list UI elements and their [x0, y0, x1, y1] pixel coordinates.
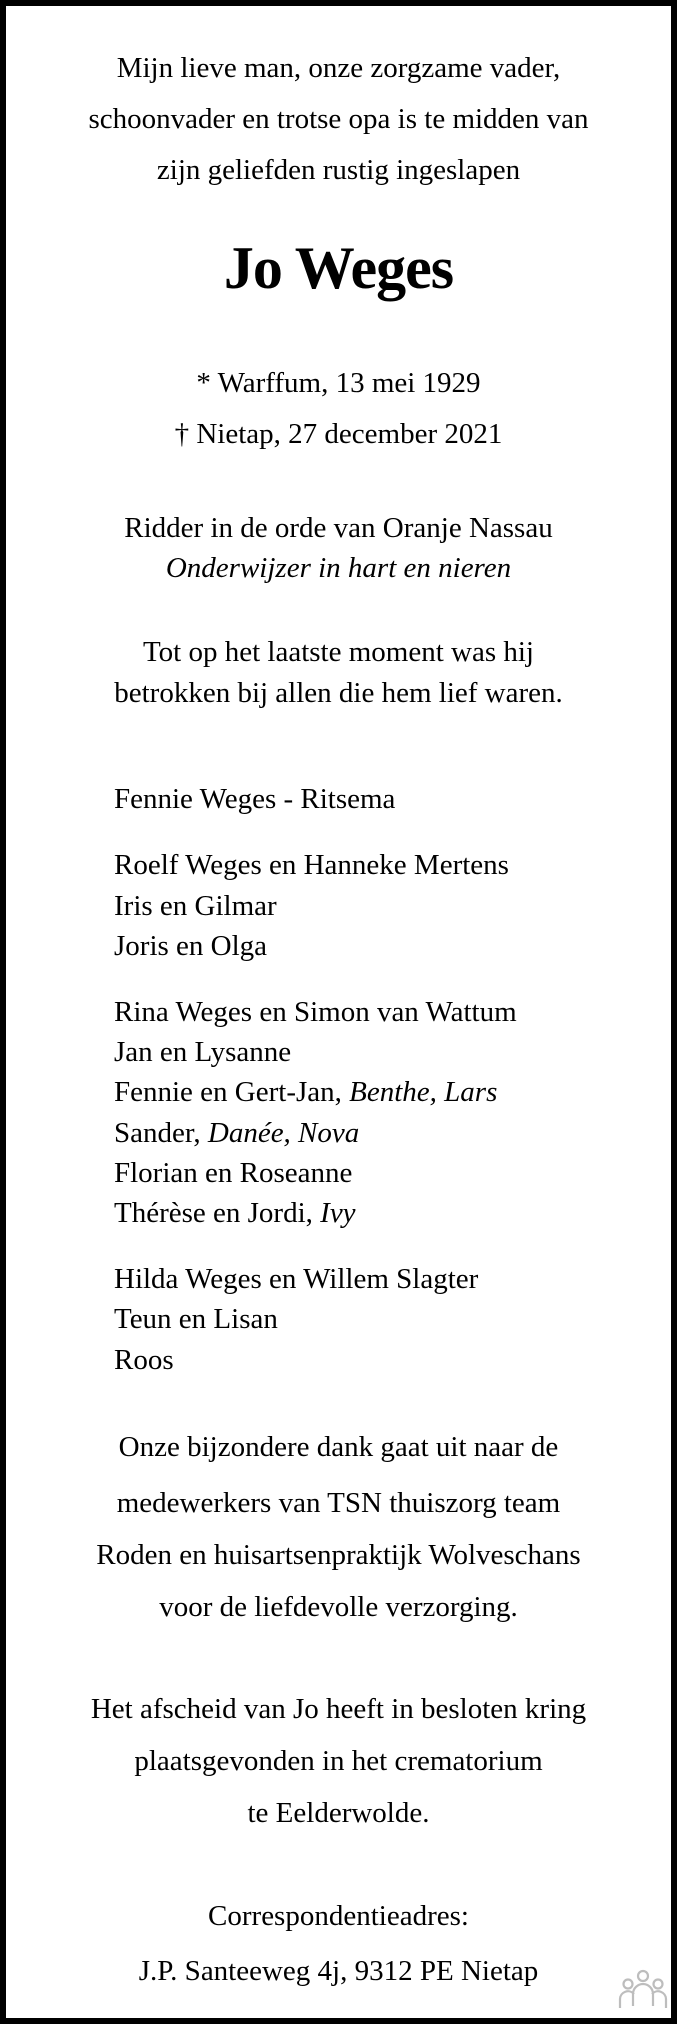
- farewell-line: Het afscheid van Jo heeft in besloten kring: [90, 1693, 587, 1725]
- family-member: Roos: [114, 1344, 174, 1376]
- correspondence-label: Correspondentieadres:: [208, 1900, 469, 1932]
- family-member: [114, 1116, 359, 1150]
- thanks-line: medewerkers van TSN thuiszorg team: [116, 1487, 561, 1519]
- motto-line: Onderwijzer in hart en nieren: [165, 552, 512, 584]
- grandchildren-names: Danée, Nova: [207, 1117, 360, 1149]
- family-couple: Hilda Weges en Willem Slagter: [114, 1263, 479, 1295]
- family-member: Jan en Lysanne: [114, 1036, 292, 1068]
- deceased-name: Jo Weges: [223, 235, 454, 301]
- tribute-line: betrokken bij allen die hem lief waren.: [114, 677, 563, 709]
- farewell-line: te Eelderwolde.: [247, 1797, 430, 1829]
- death-line: † Nietap, 27 december 2021: [174, 418, 503, 450]
- family-member: [114, 1075, 497, 1109]
- family-couple: Rina Weges en Simon van Wattum: [114, 996, 517, 1028]
- family-member-name: Fennie en Gert-Jan,: [114, 1076, 342, 1108]
- family-member: [114, 1196, 356, 1230]
- correspondence-address: J.P. Santeeweg 4j, 9312 PE Nietap: [138, 1955, 539, 1987]
- grandchildren-names: Benthe, Lars: [349, 1076, 498, 1108]
- intro-line: Mijn lieve man, onze zorgzame vader,: [116, 52, 561, 84]
- thanks-line: Onze bijzondere dank gaat uit naar de: [118, 1431, 559, 1463]
- farewell-line: plaatsgevonden in het crematorium: [134, 1745, 543, 1777]
- family-spouse: Fennie Weges - Ritsema: [114, 783, 396, 815]
- tribute-line: Tot op het laatste moment was hij: [142, 636, 534, 668]
- grandchildren-names: Ivy: [320, 1197, 356, 1229]
- thanks-line: voor de liefdevolle verzorging.: [159, 1591, 518, 1623]
- honor-line: Ridder in de orde van Oranje Nassau: [124, 512, 553, 544]
- family-member: Joris en Olga: [114, 930, 268, 962]
- family-member-name: Thérèse en Jordi,: [114, 1197, 313, 1229]
- family-member: Florian en Roseanne: [114, 1157, 353, 1189]
- family-couple: Roelf Weges en Hanneke Mertens: [114, 849, 509, 881]
- people-group-icon: [618, 1968, 668, 2010]
- family-member-name: Sander,: [114, 1117, 201, 1149]
- intro-line: schoonvader en trotse opa is te midden van: [88, 103, 589, 135]
- family-member: Teun en Lisan: [114, 1303, 278, 1335]
- birth-line: * Warffum, 13 mei 1929: [196, 367, 481, 399]
- intro-line: zijn geliefden rustig ingeslapen: [156, 154, 521, 186]
- thanks-line: Roden en huisartsenpraktijk Wolveschans: [96, 1539, 581, 1571]
- family-member: Iris en Gilmar: [114, 890, 277, 922]
